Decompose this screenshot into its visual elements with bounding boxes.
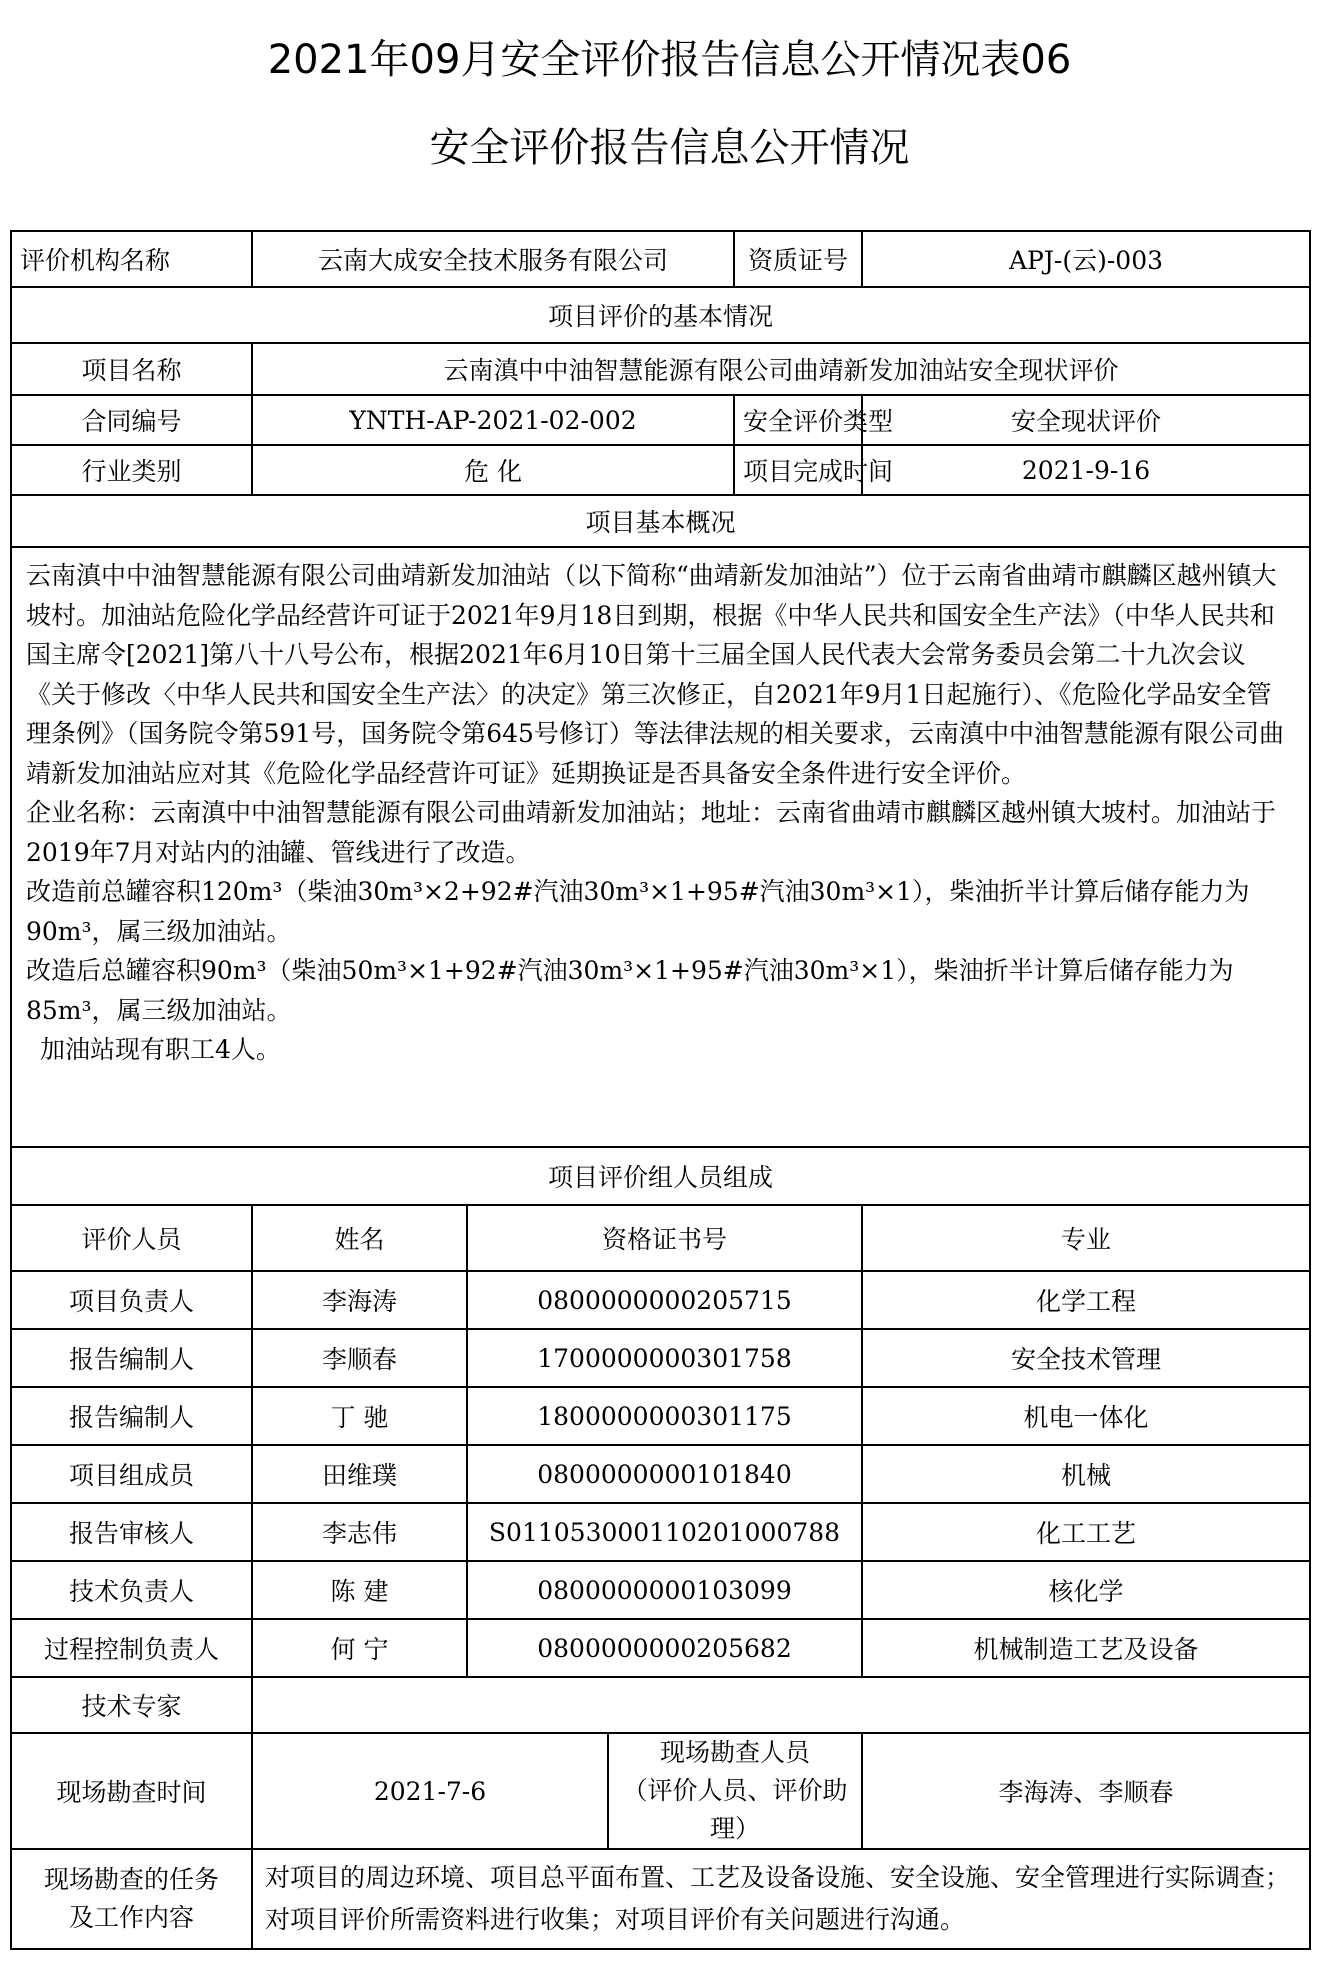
team-row (11, 1619, 1310, 1677)
team-name: 田维璞 (252, 1445, 467, 1503)
survey-time-label: 现场勘查时间 (11, 1733, 252, 1849)
team-role: 报告编制人 (11, 1329, 252, 1387)
team-cert: 0800000000205715 (467, 1271, 862, 1329)
team-cert: 1800000000301175 (467, 1387, 862, 1445)
survey-staff-label-line2: （评价人员、评价助理） (622, 1776, 848, 1843)
team-major: 化学工程 (862, 1271, 1310, 1329)
expert-label: 技术专家 (11, 1677, 252, 1733)
overview-paragraph-5: 加油站现有职工4人。 (40, 1035, 281, 1064)
industry-label: 行业类别 (11, 445, 252, 495)
survey-task: 对项目的周边环境、项目总平面布置、工艺及设备设施、安全设施、安全管理进行实际调查；对项目评价所需资料进行收集；对项目评价有关问题进行沟通。 (252, 1849, 1310, 1949)
disclosure-table (10, 230, 1311, 1950)
team-name: 李海涛 (252, 1271, 467, 1329)
org-row (11, 231, 1310, 287)
contract-label: 合同编号 (11, 395, 252, 445)
eval-type-label: 安全评价类型 (734, 395, 862, 445)
team-major: 化工工艺 (862, 1503, 1310, 1561)
cert-number: APJ-(云)-003 (862, 231, 1310, 287)
survey-task-label (11, 1849, 252, 1949)
survey-staff: 李海涛、李顺春 (862, 1733, 1310, 1849)
team-role: 过程控制负责人 (11, 1619, 252, 1677)
team-cert: S011053000110201000788 (467, 1503, 862, 1561)
org-label: 评价机构名称 (11, 231, 252, 287)
eval-type: 安全现状评价 (862, 395, 1310, 445)
team-name: 丁 驰 (252, 1387, 467, 1445)
team-row (11, 1503, 1310, 1561)
team-cert: 0800000000101840 (467, 1445, 862, 1503)
team-row (11, 1387, 1310, 1445)
overview-paragraph-3: 改造前总罐容积120m³（柴油30m³×2+92#汽油30m³×1+95#汽油30m³×1），柴油折半计算后储存能力为90m³，属三级加油站。 (26, 877, 1250, 946)
expert-value (252, 1677, 1310, 1733)
team-name: 李顺春 (252, 1329, 467, 1387)
contract-number: YNTH-AP-2021-02-002 (252, 395, 734, 445)
basic-section-title: 项目评价的基本情况 (11, 287, 1310, 343)
survey-staff-label-line1: 现场勘查人员 (660, 1738, 811, 1767)
team-cert: 0800000000103099 (467, 1561, 862, 1619)
team-row (11, 1445, 1310, 1503)
team-major: 机电一体化 (862, 1387, 1310, 1445)
team-header-row (11, 1205, 1310, 1271)
team-major: 核化学 (862, 1561, 1310, 1619)
document-subtitle: 安全评价报告信息公开情况 (429, 125, 910, 171)
survey-task-label-line2: 及工作内容 (68, 1903, 194, 1932)
overview-paragraph-1: 云南滇中中油智慧能源有限公司曲靖新发加油站（以下简称“曲靖新发加油站”）位于云南省曲靖市麒麟区越州镇大坡村。加油站危险化学品经营许可证于2021年9月18日到期，根据《中华人民共和国安全生产法》（中华人民共和国主席令[2021]第八十八号公布，根据2021年6月10日第十三届全国人民代表大会常务委员会第二十九次会议《关于修改〈中华人民共和国安全生产法〉的决定》第三次修正，自2021年9月1日起施行）、《危险化学品安全管理条例》（国务院令第591号，国务院令第645号修订）等法律法规的相关要求，云南滇中中油智慧能源有限公司曲靖新发加油站应对其《危险化学品经营许可证》延期换证是否具备安全条件进行安全评价。 (26, 561, 1284, 788)
survey-time: 2021-7-6 (252, 1733, 608, 1849)
project-name: 云南滇中中油智慧能源有限公司曲靖新发加油站安全现状评价 (252, 343, 1310, 395)
team-major: 机械 (862, 1445, 1310, 1503)
team-row (11, 1271, 1310, 1329)
team-name: 陈 建 (252, 1561, 467, 1619)
team-name: 李志伟 (252, 1503, 467, 1561)
team-cert: 0800000000205682 (467, 1619, 862, 1677)
project-name-label: 项目名称 (11, 343, 252, 395)
team-role: 项目负责人 (11, 1271, 252, 1329)
team-row (11, 1329, 1310, 1387)
team-section-title: 项目评价组人员组成 (11, 1147, 1310, 1205)
team-header-name: 姓名 (252, 1205, 467, 1271)
org-name: 云南大成安全技术服务有限公司 (252, 231, 734, 287)
overview-paragraph-2: 企业名称：云南滇中中油智慧能源有限公司曲靖新发加油站；地址：云南省曲靖市麒麟区越州镇大坡村。加油站于2019年7月对站内的油罐、管线进行了改造。 (26, 798, 1277, 867)
team-role: 技术负责人 (11, 1561, 252, 1619)
cert-label: 资质证号 (734, 231, 862, 287)
team-header-role: 评价人员 (11, 1205, 252, 1271)
team-role: 报告审核人 (11, 1503, 252, 1561)
survey-task-label-line1: 现场勘查的任务 (43, 1865, 219, 1894)
finish-date: 2021-9-16 (862, 445, 1310, 495)
team-cert: 1700000000301758 (467, 1329, 862, 1387)
industry-value: 危 化 (252, 445, 734, 495)
survey-staff-label (608, 1733, 862, 1849)
overview-section-title: 项目基本概况 (11, 495, 1310, 547)
document-title: 2021年09月安全评价报告信息公开情况表06 (267, 37, 1072, 83)
team-major: 机械制造工艺及设备 (862, 1619, 1310, 1677)
overview-text (11, 547, 1310, 1147)
team-header-major: 专业 (862, 1205, 1310, 1271)
finish-date-label: 项目完成时间 (734, 445, 862, 495)
team-name: 何 宁 (252, 1619, 467, 1677)
team-role: 项目组成员 (11, 1445, 252, 1503)
team-role: 报告编制人 (11, 1387, 252, 1445)
overview-paragraph-4: 改造后总罐容积90m³（柴油50m³×1+92#汽油30m³×1+95#汽油30m³×1），柴油折半计算后储存能力为85m³，属三级加油站。 (26, 956, 1234, 1025)
team-row (11, 1561, 1310, 1619)
team-header-cert: 资格证书号 (467, 1205, 862, 1271)
team-major: 安全技术管理 (862, 1329, 1310, 1387)
